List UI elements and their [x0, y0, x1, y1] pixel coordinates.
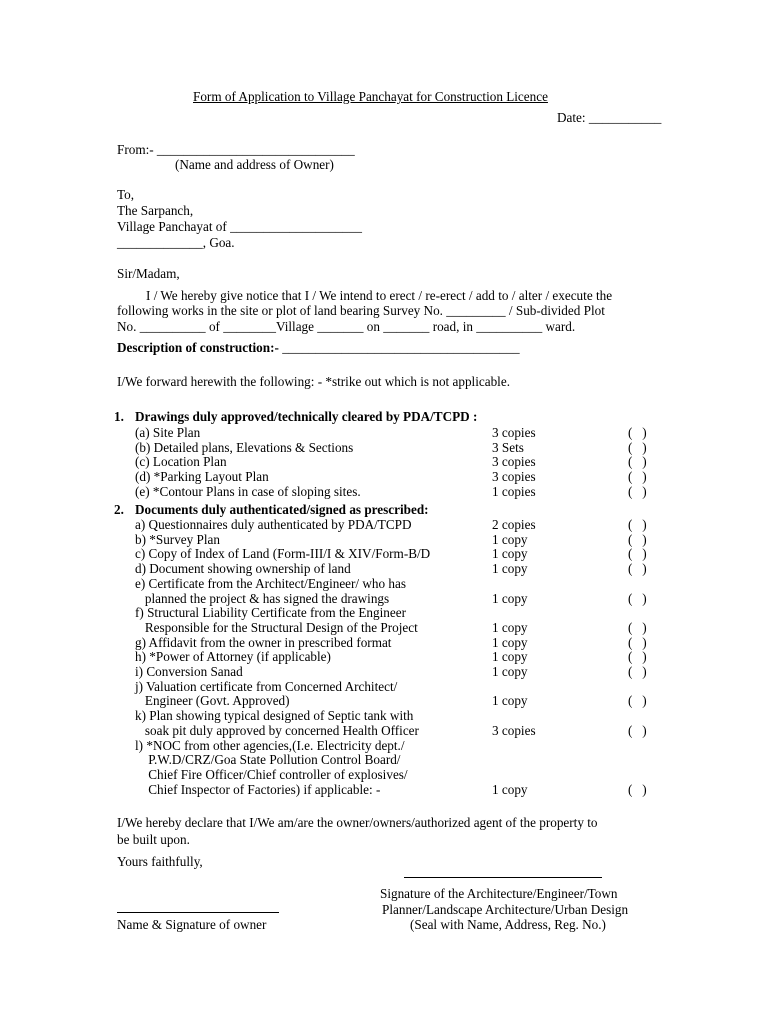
item-quantity: 3 copies	[492, 454, 536, 470]
item-checkbox[interactable]: ( )	[628, 693, 647, 709]
item-text: (c) Location Plan	[135, 454, 227, 470]
from-caption: (Name and address of Owner)	[175, 157, 334, 172]
item-quantity: 1 copy	[492, 619, 528, 635]
item-checkbox[interactable]: ( )	[628, 454, 647, 470]
item-checkbox[interactable]: ( )	[628, 483, 647, 499]
architect-signature-line	[404, 877, 602, 878]
section-1-number: 1.	[114, 409, 124, 424]
section-2-heading: Documents duly authenticated/signed as prescribed:	[135, 502, 429, 517]
item-checkbox[interactable]: ( )	[628, 531, 647, 547]
date-field: Date: ___________	[557, 110, 662, 125]
item-checkbox[interactable]: ( )	[628, 561, 647, 577]
item-checkbox[interactable]: ( )	[628, 619, 647, 635]
notice-line-3: No. __________ of ________Village _______ on _______ road, in __________ ward.	[117, 319, 576, 334]
salutation: Sir/Madam,	[117, 266, 180, 281]
item-text: b) *Survey Plan	[135, 531, 220, 547]
item-quantity: 1 copies	[492, 483, 536, 499]
item-text: k) Plan showing typical designed of Septic tank with	[135, 708, 414, 724]
from-field: From:- ______________________________	[117, 142, 355, 157]
architect-signature-line-2: Planner/Landscape Architecture/Urban Design	[382, 902, 629, 917]
item-text: l) *NOC from other agencies,(I.e. Electricity dept./	[135, 737, 405, 753]
item-checkbox[interactable]: ( )	[628, 425, 647, 440]
item-text: planned the project & has signed the drawings	[135, 590, 390, 606]
item-text: (a) Site Plan	[135, 425, 201, 440]
item-quantity: 1 copy	[492, 590, 528, 606]
item-text: d) Document showing ownership of land	[135, 561, 351, 577]
description-label: Description of construction:-	[117, 340, 279, 355]
item-text: a) Questionnaires duly authenticated by PDA/TCPD	[135, 517, 412, 532]
section-2-number: 2.	[114, 502, 124, 517]
item-text: Chief Fire Officer/Chief controller of explosives/	[135, 766, 408, 782]
item-text: soak pit duly approved by concerned Health Officer	[135, 722, 419, 738]
item-checkbox[interactable]: ( )	[628, 722, 647, 738]
item-quantity: 3 Sets	[492, 439, 524, 455]
item-quantity: 2 copies	[492, 517, 536, 532]
item-text: j) Valuation certificate from Concerned Architect/	[135, 678, 398, 694]
item-text: (b) Detailed plans, Elevations & Sections	[135, 439, 354, 455]
to-line-4: _____________, Goa.	[117, 235, 235, 250]
item-text: (e) *Contour Plans in case of sloping sites.	[135, 483, 361, 499]
item-quantity: 3 copies	[492, 425, 536, 440]
to-line-3: Village Panchayat of ____________________	[117, 219, 362, 234]
closing: Yours faithfully,	[117, 854, 203, 869]
section-1-heading: Drawings duly approved/technically cleared by PDA/TCPD :	[135, 409, 478, 424]
item-text: f) Structural Liability Certificate from the Engineer	[135, 605, 406, 621]
notice-line-2: following works in the site or plot of land bearing Survey No. _________ / Sub-divided Plot	[117, 303, 605, 318]
declaration-line-1: I/We hereby declare that I/We am/are the owner/owners/authorized agent of the property to	[117, 815, 598, 830]
declaration-line-2: be built upon.	[117, 832, 190, 847]
item-quantity: 1 copy	[492, 649, 528, 665]
item-checkbox[interactable]: ( )	[628, 590, 647, 606]
item-text: e) Certificate from the Architect/Engineer/ who has	[135, 575, 406, 591]
item-checkbox[interactable]: ( )	[628, 517, 647, 532]
forward-text: I/We forward herewith the following: - *strike out which is not applicable.	[117, 374, 510, 389]
item-checkbox[interactable]: ( )	[628, 649, 647, 665]
item-checkbox[interactable]: ( )	[628, 469, 647, 485]
item-checkbox[interactable]: ( )	[628, 664, 647, 679]
item-checkbox[interactable]: ( )	[628, 546, 647, 562]
item-text: g) Affidavit from the owner in prescribed format	[135, 634, 392, 650]
item-quantity: 1 copy	[492, 693, 528, 709]
item-text: h) *Power of Attorney (if applicable)	[135, 649, 331, 665]
item-quantity: 3 copies	[492, 722, 536, 738]
item-checkbox[interactable]: ( )	[628, 439, 647, 455]
item-checkbox[interactable]: ( )	[628, 634, 647, 650]
item-quantity: 3 copies	[492, 469, 536, 485]
to-line-2: The Sarpanch,	[117, 203, 194, 218]
item-quantity: 1 copy	[492, 634, 528, 650]
item-text: Engineer (Govt. Approved)	[135, 693, 290, 709]
owner-signature-line	[117, 912, 279, 913]
item-quantity: 1 copy	[492, 531, 528, 547]
item-quantity: 1 copy	[492, 664, 528, 679]
item-quantity: 1 copy	[492, 561, 528, 577]
owner-signature-label: Name & Signature of owner	[117, 917, 267, 932]
item-text: (d) *Parking Layout Plan	[135, 469, 269, 485]
to-line-1: To,	[117, 187, 135, 202]
item-checkbox[interactable]: ( )	[628, 781, 647, 797]
item-text: P.W.D/CRZ/Goa State Pollution Control Board/	[135, 752, 401, 768]
architect-signature-line-1: Signature of the Architecture/Engineer/Town	[380, 886, 618, 901]
item-text: i) Conversion Sanad	[135, 664, 243, 679]
item-quantity: 1 copy	[492, 781, 528, 797]
architect-signature-line-3: (Seal with Name, Address, Reg. No.)	[410, 917, 606, 932]
form-title: Form of Application to Village Panchayat for Construction Licence	[193, 89, 548, 104]
description-blank: ____________________________________	[278, 340, 520, 355]
item-quantity: 1 copy	[492, 546, 528, 562]
item-text: c) Copy of Index of Land (Form-III/I & XIV/Form-B/D	[135, 546, 431, 562]
item-text: Chief Inspector of Factories) if applicable: -	[135, 781, 381, 797]
description-of-construction	[117, 340, 520, 355]
item-text: Responsible for the Structural Design of the Project	[135, 619, 418, 635]
notice-line-1: I / We hereby give notice that I / We intend to erect / re-erect / add to / alter / execute the	[146, 288, 613, 303]
